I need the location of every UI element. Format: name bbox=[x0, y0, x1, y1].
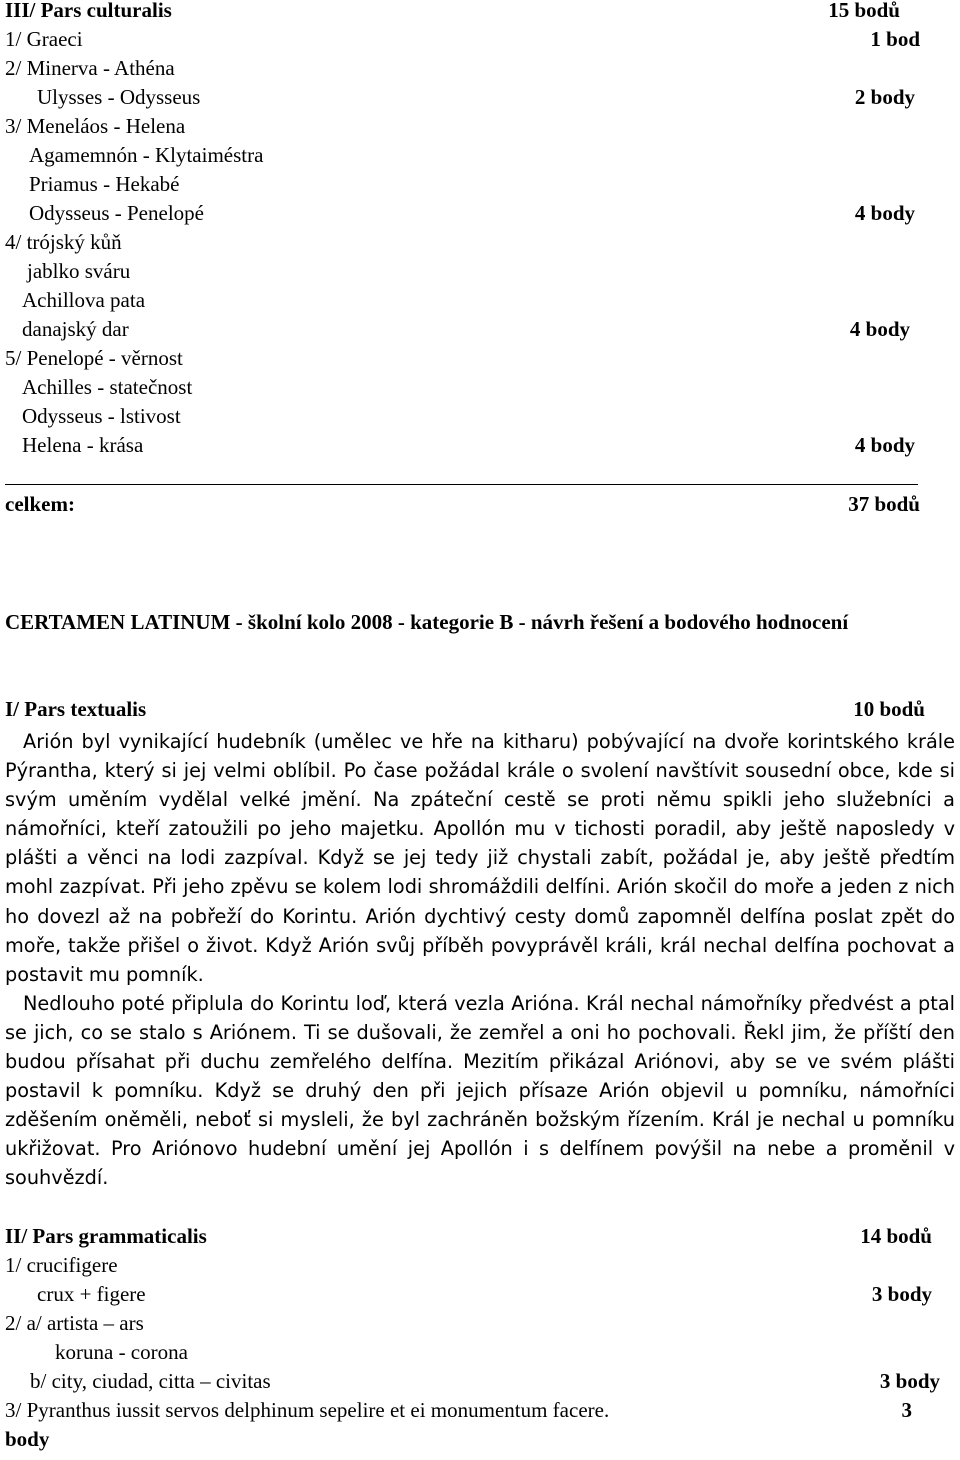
translation-text bbox=[5, 727, 955, 1193]
total-divider bbox=[5, 484, 918, 485]
score-label: 4 body bbox=[849, 317, 910, 341]
answer-line: 1/ Graeci bbox=[5, 27, 83, 51]
answer-line: danajský dar bbox=[22, 317, 129, 341]
answer-line: Agamemnón - Klytaiméstra bbox=[29, 143, 264, 167]
section1-heading: I/ Pars textualis bbox=[5, 697, 147, 721]
document-title: CERTAMEN LATINUM - školní kolo 2008 - kategorie B - návrh řešení a bodového hodnocení bbox=[5, 610, 849, 634]
score-label: 1 bod bbox=[870, 27, 920, 51]
score-label: 3 bbox=[901, 1398, 912, 1422]
answer-line: koruna - corona bbox=[55, 1340, 188, 1364]
answer-line: 2/ a/ artista – ars bbox=[5, 1311, 144, 1335]
total-points: 37 bodů bbox=[848, 492, 920, 516]
score-label: 3 body bbox=[871, 1282, 932, 1306]
translation-paragraph: Arión byl vynikající hudebník (umělec ve hře na kitharu) pobývající na dvoře korintského krále Pýrantha, který si jej velmi oblíbil. Po čase požádal krále o svolení navštívit sousední obce, kde si svým uměním vydělal velké jmění. Na zpáteční cestě se proti němu spikli jeho služebníci a námořníci, kteří zatoužili po jeho majetku. Apollón mu v tichosti poradil, aby ještě naposledy v plášti a věnci na lodi zazpíval. Když se jej tedy již chystali zabít, požádal je, aby ještě předtím mohl zazpívat. Při jeho zpěvu se kolem lodi shromáždili delfíni. Arión skočil do moře a jeden z nich ho dovezl až na pobřeží do Korintu. Arión dychtivý cesty domů zapomněl delfína poslat zpět do moře, takže přišel o život. Když Arión svůj příběh povyprávěl králi, král nechal delfína pochovat a postavit mu pomník. bbox=[5, 730, 955, 986]
score-label: 4 body bbox=[854, 201, 915, 225]
answer-line: Odysseus - lstivost bbox=[22, 404, 181, 428]
section1-points: 10 bodů bbox=[853, 697, 925, 721]
answer-line: 3/ Meneláos - Helena bbox=[5, 114, 186, 138]
score-label: 2 body bbox=[854, 85, 915, 109]
answer-line: Achillova pata bbox=[22, 288, 146, 312]
section3-heading: III/ Pars culturalis bbox=[5, 0, 172, 22]
answer-line: 5/ Penelopé - věrnost bbox=[5, 346, 183, 370]
answer-line: 2/ Minerva - Athéna bbox=[5, 56, 175, 80]
section2-points: 14 bodů bbox=[860, 1224, 932, 1248]
answer-line: Priamus - Hekabé bbox=[29, 172, 180, 196]
total-label: celkem: bbox=[5, 492, 75, 516]
answer-line: 4/ trójský kůň bbox=[5, 230, 122, 254]
answer-line: crux + figere bbox=[37, 1282, 146, 1306]
section3-points: 15 bodů bbox=[828, 0, 900, 22]
answer-line: body bbox=[5, 1427, 50, 1451]
answer-line: jablko sváru bbox=[27, 259, 131, 283]
section2-heading: II/ Pars grammaticalis bbox=[5, 1224, 207, 1248]
answer-line: Odysseus - Penelopé bbox=[29, 201, 204, 225]
answer-line: Ulysses - Odysseus bbox=[37, 85, 201, 109]
translation-paragraph: Nedlouho poté připlula do Korintu loď, která vezla Arióna. Král nechal námořníky předvést a ptal se jich, co se stalo s Ariónem. Ti se dušovali, že zemřel a oni ho pochovali. Řekl jim, že příští den budou přísahat při duchu zemřelého delfína. Mezitím přikázal Ariónovi, aby se ve svém plášti postavil k pomníku. Když se druhý den při jejich přísaze Arión objevil u pomníku, námořníci zděšením oněměli, neboť si mysleli, že byl zachráněn božským řízením. Král je nechal u pomníku ukřižovat. Pro Ariónovo hudební umění jej Apollón i s delfínem povýšil na nebe a proměnil v souhvězdí. bbox=[5, 991, 955, 1190]
score-label: 3 body bbox=[879, 1369, 940, 1393]
answer-line: Helena - krása bbox=[22, 433, 144, 457]
answer-line: b/ city, ciudad, citta – civitas bbox=[30, 1369, 271, 1393]
answer-line: Achilles - statečnost bbox=[22, 375, 193, 399]
score-label: 4 body bbox=[854, 433, 915, 457]
answer-line: 3/ Pyranthus iussit servos delphinum sepelire et ei monumentum facere. bbox=[5, 1398, 610, 1422]
answer-line: 1/ crucifigere bbox=[5, 1253, 118, 1277]
